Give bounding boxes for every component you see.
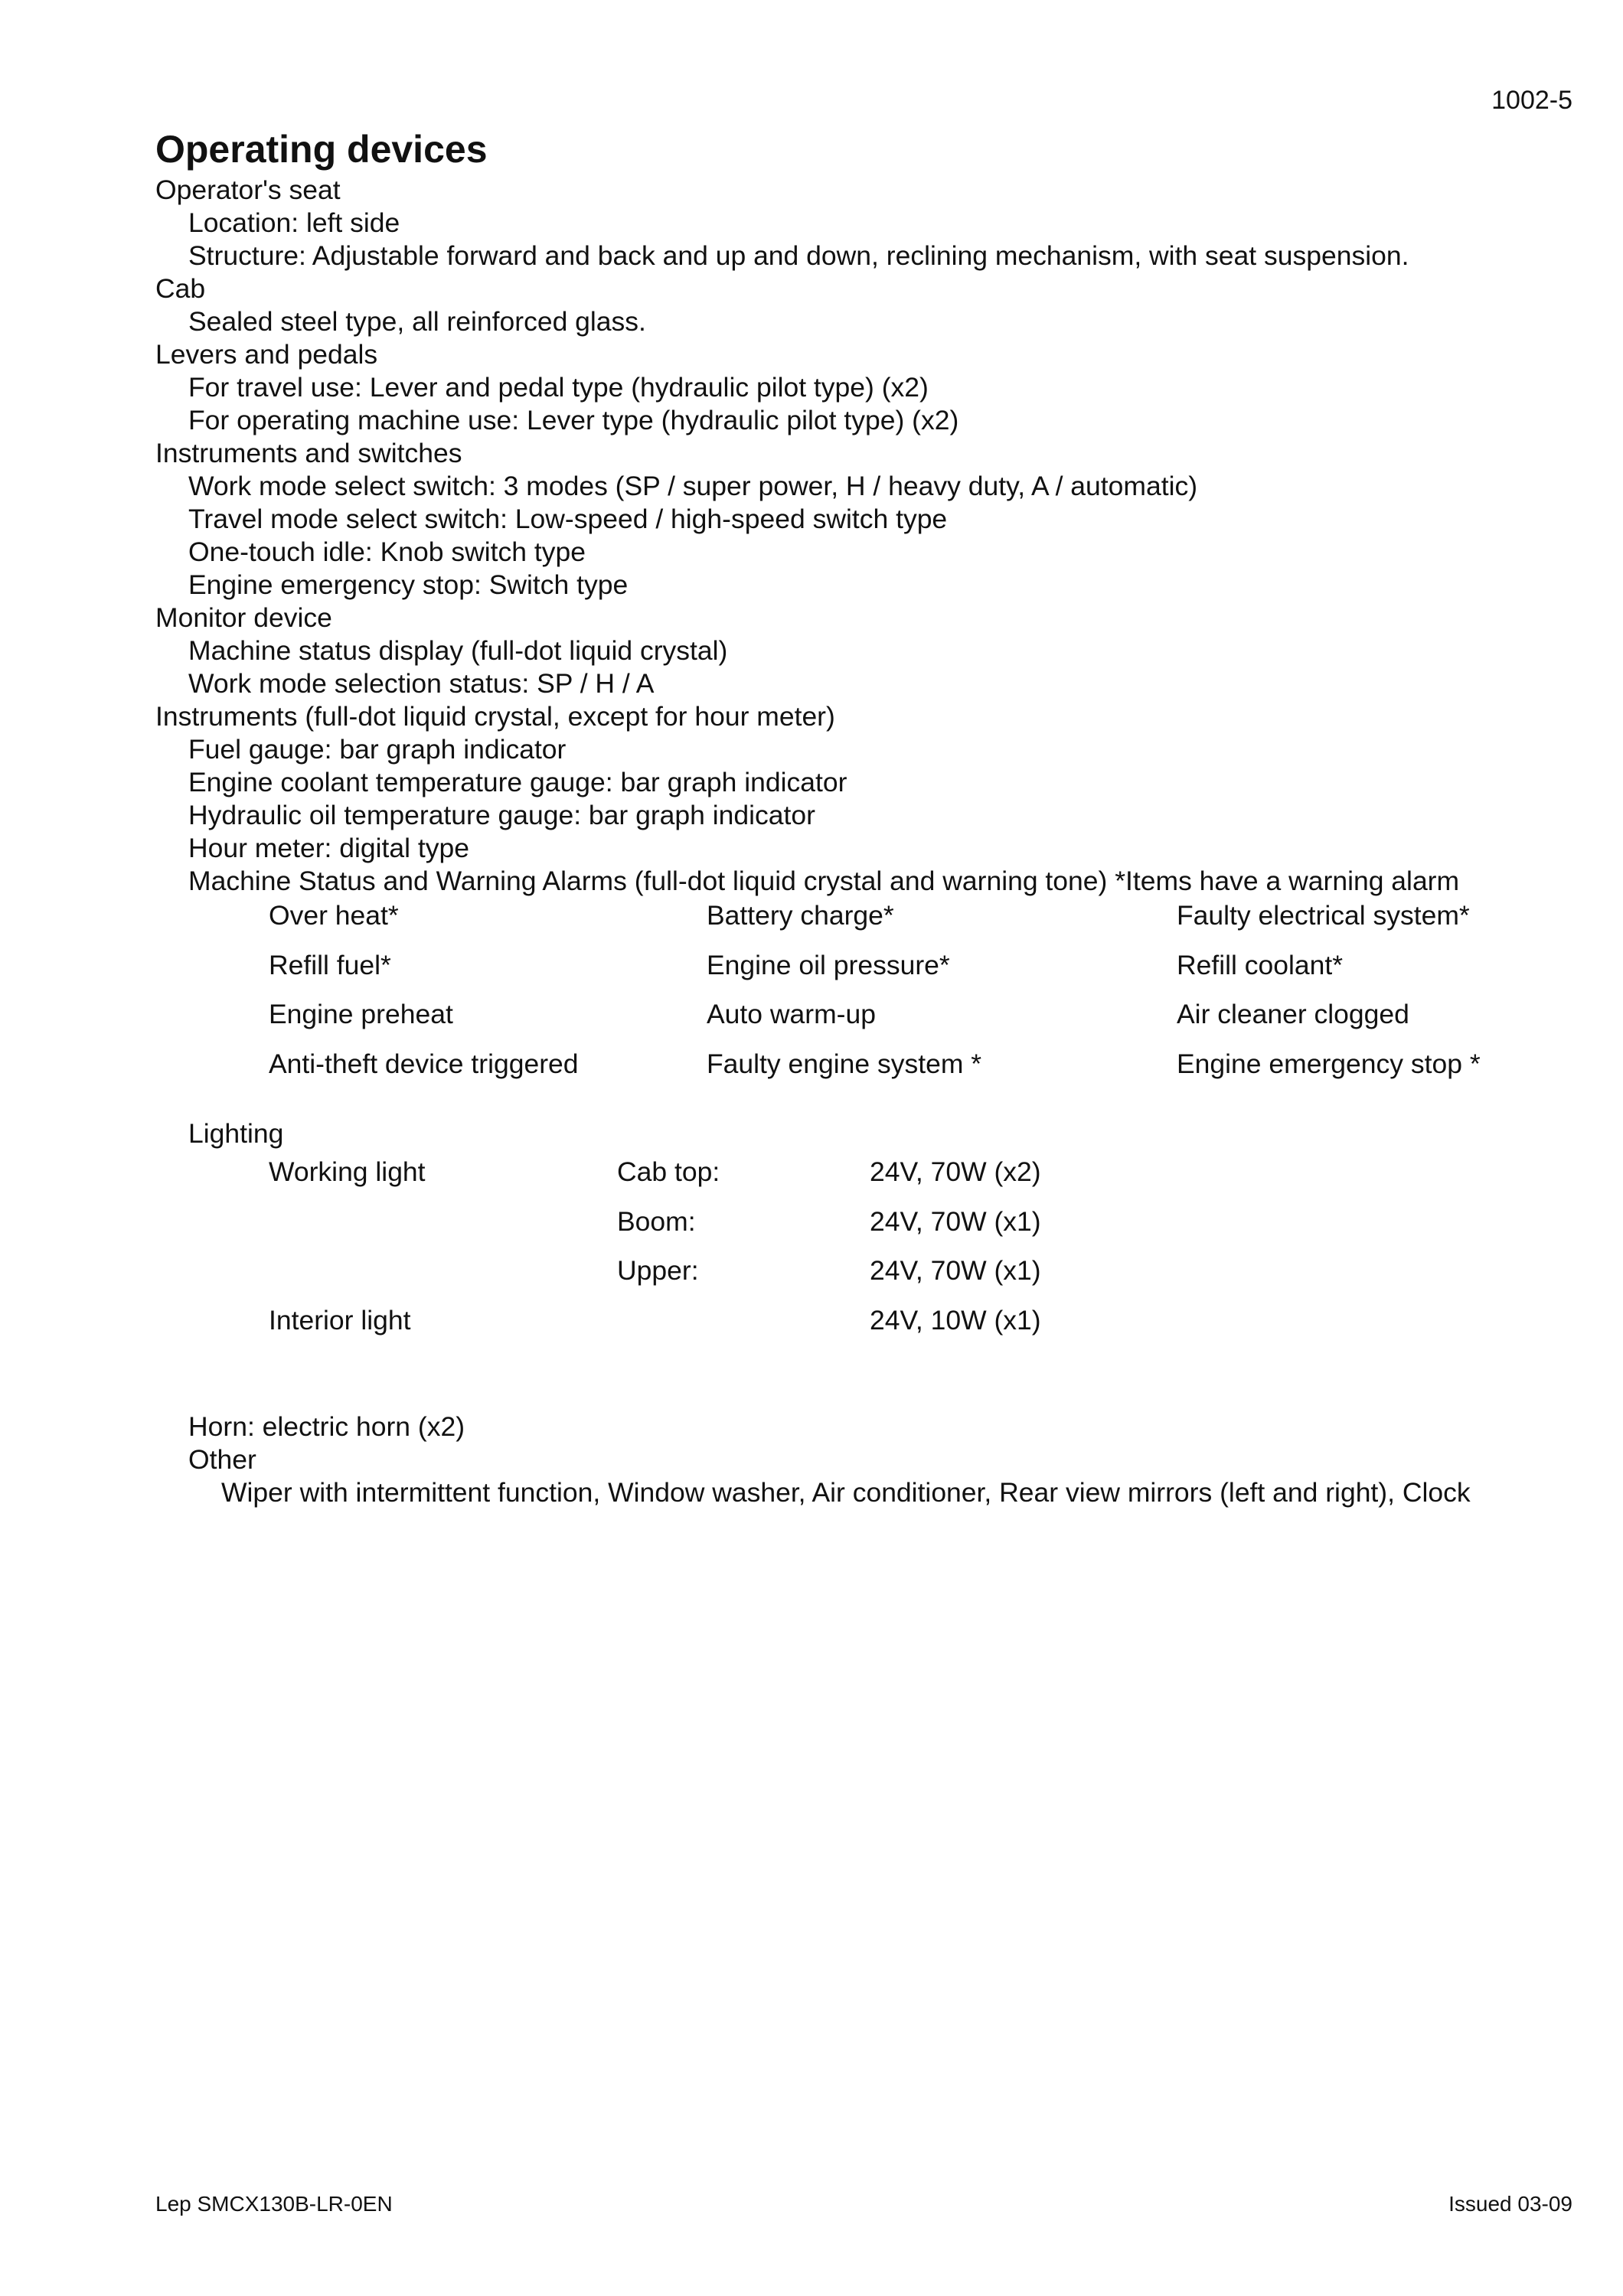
spec-item: For operating machine use: Lever type (hydraulic pilot type) (x2) [188,405,959,435]
section-heading: Monitor device [155,602,332,633]
spec-item: Location: left side [188,207,400,238]
alarm-item: Faulty electrical system* [1177,900,1470,931]
spec-item: Hydraulic oil temperature gauge: bar graph indicator [188,800,815,830]
horn-line: Horn: electric horn (x2) [188,1411,465,1442]
lighting-heading: Lighting [188,1118,284,1149]
alarm-item: Air cleaner clogged [1177,999,1409,1029]
other-heading: Other [188,1444,256,1475]
lighting-spec: 24V, 70W (x2) [870,1156,1041,1187]
spec-item: Engine emergency stop: Switch type [188,569,629,600]
lighting-spec: 24V, 10W (x1) [870,1304,1041,1336]
lighting-location: Boom: [617,1205,696,1237]
alarm-item: Refill fuel* [269,949,391,980]
page-title: Operating devices [155,128,488,171]
section-heading: Instruments and switches [155,438,462,468]
spec-list [155,174,1459,898]
spec-item: Travel mode select switch: Low-speed / high-speed switch type [188,504,948,534]
alarm-item: Engine emergency stop * [1177,1048,1481,1079]
section-heading: Operator's seat [155,174,341,205]
lighting-item: Interior light [269,1304,411,1336]
spec-item: Fuel gauge: bar graph indicator [188,734,567,765]
alarm-item: Engine preheat [269,999,453,1029]
spec-item: Machine status display (full-dot liquid crystal) [188,635,728,666]
lighting-spec: 24V, 70W (x1) [870,1205,1041,1237]
spec-item: Sealed steel type, all reinforced glass. [188,306,646,337]
page-number: 1002-5 [1491,86,1572,115]
spec-item: Machine Status and Warning Alarms (full-dot liquid crystal and warning tone) *Items have a warning alarm [188,866,1460,896]
alarm-item: Faulty engine system * [707,1048,982,1079]
footer-document-id: Lep SMCX130B-LR-0EN [155,2192,393,2216]
lighting-location: Upper: [617,1255,699,1286]
lighting-spec: 24V, 70W (x1) [870,1255,1041,1286]
spec-item: Work mode selection status: SP / H / A [188,668,655,699]
section-heading: Levers and pedals [155,339,378,370]
alarm-item: Anti-theft device triggered [269,1048,579,1079]
alarm-item: Auto warm-up [707,999,876,1029]
spec-item: One-touch idle: Knob switch type [188,536,586,567]
alarm-item: Refill coolant* [1177,949,1344,980]
spec-item: Hour meter: digital type [188,833,469,863]
spec-item: Work mode select switch: 3 modes (SP / super power, H / heavy duty, A / automatic) [188,471,1198,501]
other-text: Wiper with intermittent function, Window washer, Air conditioner, Rear view mirrors (left and right), Clock [221,1477,1471,1508]
spec-item: For travel use: Lever and pedal type (hydraulic pilot type) (x2) [188,372,929,403]
lighting-location: Cab top: [617,1156,720,1187]
alarm-item: Battery charge* [707,900,894,931]
section-heading: Instruments (full-dot liquid crystal, except for hour meter) [155,701,835,732]
lighting-item: Working light [269,1156,426,1187]
spec-item: Engine coolant temperature gauge: bar graph indicator [188,767,847,797]
spec-item: Structure: Adjustable forward and back and up and down, reclining mechanism, with seat suspension. [188,240,1409,271]
alarm-item: Engine oil pressure* [707,949,950,980]
section-heading: Cab [155,273,206,304]
alarm-item: Over heat* [269,900,399,931]
footer-issue-date: Issued 03-09 [1448,2192,1572,2216]
